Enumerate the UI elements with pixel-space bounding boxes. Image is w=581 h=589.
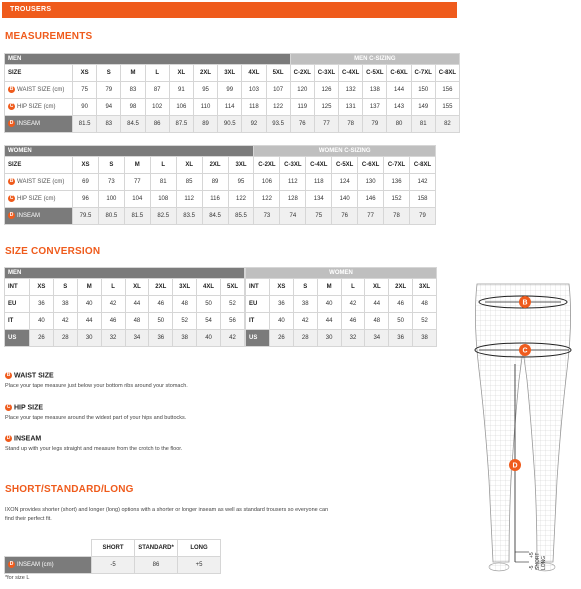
size-header: 2XL xyxy=(202,157,228,174)
measurement-cell: 84.5 xyxy=(121,116,145,133)
measurement-cell: 125 xyxy=(314,99,338,116)
size-header: 3XL xyxy=(228,157,254,174)
measurement-cell: 104 xyxy=(124,191,150,208)
measurement-cell: 85.5 xyxy=(228,208,254,225)
conversion-cell: 38 xyxy=(173,330,197,347)
row-label-text: WAIST SIZE (cm) xyxy=(17,179,65,186)
conversion-cell: 46 xyxy=(149,296,173,313)
measurement-row xyxy=(5,82,460,99)
conversion-header: 3XL xyxy=(173,279,197,296)
measurement-cell: 82.5 xyxy=(150,208,176,225)
measurement-row xyxy=(5,191,436,208)
measurement-row xyxy=(5,116,460,133)
conversion-header: INT xyxy=(5,279,30,296)
conversion-cell: 40 xyxy=(317,296,341,313)
women-conv-group-row xyxy=(246,268,437,279)
men-conv-group-row xyxy=(5,268,245,279)
conversion-cell: 48 xyxy=(413,296,437,313)
conversion-cell: 48 xyxy=(173,296,197,313)
measurement-cell: 82 xyxy=(435,116,459,133)
conversion-header: 2XL xyxy=(389,279,413,296)
waist-size-heading: B WAIST SIZE xyxy=(6,372,54,380)
measurement-cell: 126 xyxy=(314,82,338,99)
size-header: M xyxy=(124,157,150,174)
conversion-row xyxy=(246,296,437,313)
measurement-cell: 83.5 xyxy=(176,208,202,225)
women-group-label: WOMEN xyxy=(5,146,254,157)
measurement-cell: 77 xyxy=(314,116,338,133)
measurement-cell: 102 xyxy=(145,99,169,116)
men-size-label: SIZE xyxy=(5,65,73,82)
measurement-cell: 132 xyxy=(339,82,363,99)
measurement-cell: 79.5 xyxy=(73,208,99,225)
conversion-cell: 42 xyxy=(221,330,245,347)
conversion-cell: 42 xyxy=(341,296,365,313)
short-value: -5 xyxy=(92,557,135,574)
men-group-header-row xyxy=(5,54,460,65)
conversion-cell: 52 xyxy=(413,313,437,330)
measurement-cell: 107 xyxy=(266,82,290,99)
conversion-header: S xyxy=(53,279,77,296)
size-header: M xyxy=(121,65,145,82)
size-header: C-3XL xyxy=(280,157,306,174)
marker-d-icon: D xyxy=(6,435,11,441)
legs-figure-icon xyxy=(465,280,581,584)
measurement-cell: 91 xyxy=(169,82,193,99)
marker-c-icon: C xyxy=(9,103,14,110)
conversion-cell: 44 xyxy=(125,296,149,313)
measurement-cell: 136 xyxy=(384,174,410,191)
men-size-row xyxy=(5,65,460,82)
measurement-cell: 86 xyxy=(145,116,169,133)
conversion-cell: 38 xyxy=(293,296,317,313)
measurement-cell: 112 xyxy=(280,174,306,191)
marker-d-label: D xyxy=(512,462,518,470)
measurement-cell: 76 xyxy=(290,116,314,133)
waist-size-text: Place your tape measure just below your bottom ribs around your stomach. xyxy=(5,383,188,389)
conversion-header: 5XL xyxy=(221,279,245,296)
men-conv-group-label: MEN xyxy=(5,268,245,279)
measurement-cell: 98 xyxy=(121,99,145,116)
conversion-cell: 26 xyxy=(30,330,54,347)
measurement-cell: 122 xyxy=(228,191,254,208)
conversion-row-label: EU xyxy=(5,296,30,313)
inseam-heading: D INSEAM xyxy=(6,435,42,443)
size-header: C-8XL xyxy=(435,65,459,82)
conversion-cell: 54 xyxy=(197,313,221,330)
measurement-cell: 87.5 xyxy=(169,116,193,133)
measurement-cell: 152 xyxy=(384,191,410,208)
size-header: C-5XL xyxy=(363,65,387,82)
conversion-header: XS xyxy=(270,279,294,296)
men-measurements-table xyxy=(4,53,460,133)
measurement-cell: 69 xyxy=(73,174,99,191)
conversion-cell: 46 xyxy=(101,313,125,330)
conversion-cell: 28 xyxy=(293,330,317,347)
measurement-cell: 118 xyxy=(306,174,332,191)
conversion-header: L xyxy=(101,279,125,296)
measurement-cell: 81 xyxy=(150,174,176,191)
conversion-header: XL xyxy=(125,279,149,296)
conversion-cell: 50 xyxy=(149,313,173,330)
men-conv-head-row xyxy=(5,279,245,296)
measurement-cell: 75 xyxy=(73,82,97,99)
measurement-row-label xyxy=(5,82,73,99)
conversion-cell: 32 xyxy=(341,330,365,347)
measurement-cell: 80.5 xyxy=(98,208,124,225)
measurement-cell: 76 xyxy=(332,208,358,225)
marker-b-icon: B xyxy=(6,372,11,378)
measurement-cell: 122 xyxy=(266,99,290,116)
conversion-cell: 30 xyxy=(317,330,341,347)
long-side-label: LONG xyxy=(541,555,547,570)
women-conv-group-label: WOMEN xyxy=(246,268,437,279)
long-value: +5 xyxy=(178,557,221,574)
marker-d-icon: D xyxy=(9,120,14,127)
measurement-cell: 144 xyxy=(387,82,411,99)
conversion-row-label: IT xyxy=(246,313,270,330)
size-header: C-8XL xyxy=(409,157,435,174)
conversion-cell: 56 xyxy=(221,313,245,330)
measurement-cell: 106 xyxy=(169,99,193,116)
marker-d-icon: D xyxy=(9,212,14,219)
conversion-row xyxy=(5,296,245,313)
measurement-cell: 112 xyxy=(176,191,202,208)
conversion-cell: 38 xyxy=(53,296,77,313)
short-side-label: SHORT xyxy=(535,552,541,570)
conversion-cell: 50 xyxy=(389,313,413,330)
conversion-header: M xyxy=(317,279,341,296)
conversion-header: 4XL xyxy=(197,279,221,296)
measurement-cell: 142 xyxy=(409,174,435,191)
size-header: 4XL xyxy=(242,65,266,82)
footnote: *for size L xyxy=(5,575,30,581)
measurement-row-label xyxy=(5,99,73,116)
measurement-cell: 99 xyxy=(218,82,242,99)
conversion-cell: 40 xyxy=(197,330,221,347)
inseam-text: Stand up with your legs straight and measure from the crotch to the floor. xyxy=(5,446,183,452)
conversion-cell: 42 xyxy=(101,296,125,313)
marker-b-icon: B xyxy=(9,86,14,93)
measurement-cell: 78 xyxy=(384,208,410,225)
measurement-cell: 106 xyxy=(254,174,280,191)
measurement-cell: 73 xyxy=(98,174,124,191)
row-label-text: WAIST SIZE (cm) xyxy=(17,87,65,94)
conversion-cell: 50 xyxy=(197,296,221,313)
size-header: XS xyxy=(73,157,99,174)
measurement-cell: 158 xyxy=(409,191,435,208)
conversion-cell: 44 xyxy=(77,313,101,330)
measurements-title: MEASUREMENTS xyxy=(5,31,93,42)
conversion-row-label: US xyxy=(5,330,30,347)
row-label-text: INSEAM xyxy=(17,213,41,220)
size-header: XL xyxy=(176,157,202,174)
plus-five-label: +5 xyxy=(529,552,535,558)
men-group-label: MEN xyxy=(5,54,291,65)
measurement-cell: 78 xyxy=(339,116,363,133)
conversion-cell: 26 xyxy=(270,330,294,347)
conversion-cell: 34 xyxy=(125,330,149,347)
size-header: XS xyxy=(73,65,97,82)
measurement-cell: 156 xyxy=(435,82,459,99)
measurement-cell: 80 xyxy=(387,116,411,133)
measurement-cell: 124 xyxy=(332,174,358,191)
conversion-cell: 46 xyxy=(341,313,365,330)
measurement-cell: 81.5 xyxy=(73,116,97,133)
marker-c-icon: C xyxy=(6,404,11,410)
measurement-cell: 95 xyxy=(193,82,217,99)
measurement-cell: 75 xyxy=(306,208,332,225)
row-label-text: HIP SIZE (cm) xyxy=(17,196,56,203)
measurement-row-label xyxy=(5,174,73,191)
measurement-cell: 120 xyxy=(290,82,314,99)
size-header: C-5XL xyxy=(332,157,358,174)
measurement-cell: 100 xyxy=(98,191,124,208)
size-header: S xyxy=(98,157,124,174)
conversion-cell: 42 xyxy=(293,313,317,330)
conversion-row xyxy=(5,313,245,330)
measurement-cell: 83 xyxy=(97,116,121,133)
measurement-cell: 146 xyxy=(358,191,384,208)
conversion-cell: 34 xyxy=(365,330,389,347)
measurement-cell: 94 xyxy=(97,99,121,116)
women-csizing-label: WOMEN C-SIZING xyxy=(254,146,436,157)
measurement-cell: 90 xyxy=(73,99,97,116)
size-header: C-3XL xyxy=(314,65,338,82)
measurement-cell: 118 xyxy=(242,99,266,116)
measurement-cell: 138 xyxy=(363,82,387,99)
long-header: LONG xyxy=(178,540,221,557)
size-header: S xyxy=(97,65,121,82)
conversion-cell: 44 xyxy=(317,313,341,330)
size-header: C-2XL xyxy=(254,157,280,174)
marker-b-label: B xyxy=(522,299,528,307)
women-group-header-row xyxy=(5,146,436,157)
leg-measurement-illustration xyxy=(465,280,581,584)
measurement-cell: 79 xyxy=(409,208,435,225)
conversion-cell: 40 xyxy=(77,296,101,313)
page-header-bar xyxy=(2,2,457,18)
inseam-length-table xyxy=(4,539,221,574)
conversion-header: XL xyxy=(365,279,389,296)
conversion-cell: 40 xyxy=(270,313,294,330)
short-long-description: IXON provides shorter (short) and longer (long) options with a shorter or longer inseam as well as standard trousers so everyone can find their perfect fit. xyxy=(5,507,329,522)
women-measurements-table xyxy=(4,145,436,225)
measurement-cell: 81 xyxy=(411,116,435,133)
measurement-cell: 74 xyxy=(280,208,306,225)
row-label-text: INSEAM xyxy=(17,121,41,128)
conversion-cell: 52 xyxy=(173,313,197,330)
measurement-cell: 128 xyxy=(280,191,306,208)
measurement-cell: 137 xyxy=(363,99,387,116)
conversion-row xyxy=(5,330,245,347)
measurement-cell: 89 xyxy=(202,174,228,191)
measurement-cell: 122 xyxy=(254,191,280,208)
measurement-cell: 79 xyxy=(97,82,121,99)
conversion-cell: 42 xyxy=(53,313,77,330)
conversion-header: XS xyxy=(30,279,54,296)
measurement-cell: 73 xyxy=(254,208,280,225)
conversion-row xyxy=(246,313,437,330)
size-header: XL xyxy=(169,65,193,82)
conversion-header: 3XL xyxy=(413,279,437,296)
size-header: C-7XL xyxy=(411,65,435,82)
women-size-label: SIZE xyxy=(5,157,73,174)
conversion-cell: 52 xyxy=(221,296,245,313)
conversion-cell: 36 xyxy=(30,296,54,313)
measurement-cell: 143 xyxy=(387,99,411,116)
size-header: C-4XL xyxy=(339,65,363,82)
measurement-cell: 81.5 xyxy=(124,208,150,225)
size-header: 3XL xyxy=(218,65,242,82)
conversion-cell: 36 xyxy=(389,330,413,347)
size-header: C-6XL xyxy=(358,157,384,174)
measurement-cell: 79 xyxy=(363,116,387,133)
measurement-cell: 110 xyxy=(193,99,217,116)
measurement-row-label xyxy=(5,116,73,133)
marker-c-label: C xyxy=(522,347,528,355)
conversion-header: INT xyxy=(246,279,270,296)
conversion-cell: 48 xyxy=(125,313,149,330)
conversion-header: L xyxy=(341,279,365,296)
conversion-row xyxy=(246,330,437,347)
conversion-row-label: IT xyxy=(5,313,30,330)
measurement-cell: 149 xyxy=(411,99,435,116)
conversion-row-label: US xyxy=(246,330,270,347)
short-standard-long-title: SHORT/STANDARD/LONG xyxy=(5,484,134,495)
conversion-cell: 36 xyxy=(149,330,173,347)
conversion-cell: 46 xyxy=(389,296,413,313)
conversion-cell: 28 xyxy=(53,330,77,347)
marker-c-icon: C xyxy=(9,195,14,202)
measurement-cell: 83 xyxy=(121,82,145,99)
measurement-cell: 85 xyxy=(176,174,202,191)
conversion-cell: 36 xyxy=(270,296,294,313)
measurement-cell: 90.5 xyxy=(218,116,242,133)
row-label-text: HIP SIZE (cm) xyxy=(17,104,56,111)
men-conversion-table xyxy=(4,267,245,347)
conversion-cell: 38 xyxy=(413,330,437,347)
measurement-cell: 89 xyxy=(193,116,217,133)
size-header: 2XL xyxy=(193,65,217,82)
conversion-header: M xyxy=(77,279,101,296)
measurement-cell: 131 xyxy=(339,99,363,116)
conversion-row-label: EU xyxy=(246,296,270,313)
measurement-cell: 95 xyxy=(228,174,254,191)
measurement-cell: 87 xyxy=(145,82,169,99)
conversion-cell: 32 xyxy=(101,330,125,347)
conversion-cell: 30 xyxy=(77,330,101,347)
measurement-row xyxy=(5,208,436,225)
women-size-row xyxy=(5,157,436,174)
measurement-row-label xyxy=(5,191,73,208)
measurement-cell: 150 xyxy=(411,82,435,99)
standard-header: STANDARD* xyxy=(135,540,178,557)
measurement-cell: 114 xyxy=(218,99,242,116)
size-header: L xyxy=(145,65,169,82)
inseam-row-label: D INSEAM (cm) xyxy=(5,557,92,574)
conversion-cell: 48 xyxy=(365,313,389,330)
conversion-cell: 40 xyxy=(30,313,54,330)
size-header: L xyxy=(150,157,176,174)
measurement-cell: 77 xyxy=(358,208,384,225)
short-header: SHORT xyxy=(92,540,135,557)
size-header: 5XL xyxy=(266,65,290,82)
standard-value: 86 xyxy=(135,557,178,574)
size-header: C-6XL xyxy=(387,65,411,82)
measurement-cell: 84.5 xyxy=(202,208,228,225)
men-csizing-label: MEN C-SIZING xyxy=(290,54,459,65)
hip-size-text: Place your tape measure around the widest part of your hips and buttocks. xyxy=(5,415,187,421)
measurement-cell: 96 xyxy=(73,191,99,208)
measurement-cell: 134 xyxy=(306,191,332,208)
measurement-cell: 108 xyxy=(150,191,176,208)
size-header: C-7XL xyxy=(384,157,410,174)
size-header: C-4XL xyxy=(306,157,332,174)
women-conv-head-row xyxy=(246,279,437,296)
measurement-row-label xyxy=(5,208,73,225)
measurement-row xyxy=(5,174,436,191)
measurement-cell: 155 xyxy=(435,99,459,116)
size-conversion-title: SIZE CONVERSION xyxy=(5,246,101,257)
measurement-row xyxy=(5,99,460,116)
measurement-cell: 93.5 xyxy=(266,116,290,133)
marker-b-icon: B xyxy=(9,178,14,185)
conversion-cell: 44 xyxy=(365,296,389,313)
measurement-cell: 103 xyxy=(242,82,266,99)
minus-five-label: -5 xyxy=(529,565,535,570)
measurement-cell: 119 xyxy=(290,99,314,116)
measurement-cell: 92 xyxy=(242,116,266,133)
size-header: C-2XL xyxy=(290,65,314,82)
marker-d-icon: D xyxy=(9,561,14,568)
measurement-cell: 116 xyxy=(202,191,228,208)
measurement-cell: 140 xyxy=(332,191,358,208)
page-header-title: TROUSERS xyxy=(10,6,52,13)
women-conversion-table xyxy=(245,267,437,347)
conversion-header: 2XL xyxy=(149,279,173,296)
measurement-cell: 130 xyxy=(358,174,384,191)
measurement-cell: 77 xyxy=(124,174,150,191)
hip-size-heading: C HIP SIZE xyxy=(6,404,44,412)
conversion-header: S xyxy=(293,279,317,296)
